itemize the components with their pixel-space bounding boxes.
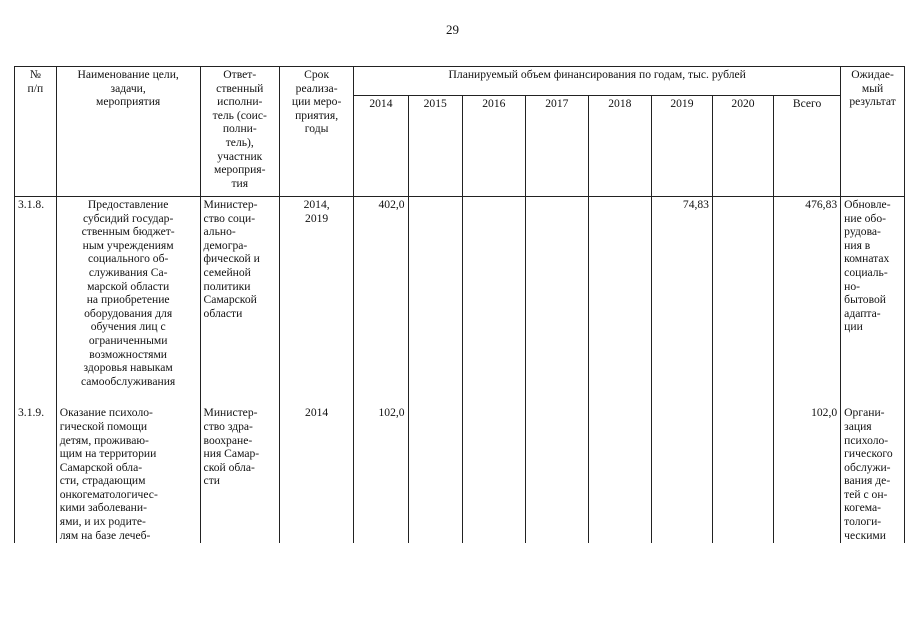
row-result: Органи- зация психоло- гического обслужи- вания де- тей с он- когема- тологи- ческими bbox=[841, 405, 905, 543]
row-value-2020 bbox=[712, 197, 773, 390]
row-value-2019: 74,83 bbox=[651, 197, 712, 390]
row-number: 3.1.8. bbox=[15, 197, 57, 390]
financing-plan-table bbox=[14, 66, 905, 543]
row-value-2018 bbox=[588, 197, 651, 390]
row-name: Предоставление субсидий государ- ственным бюджет- ным учреждениям социального об- служивания Са- марской области на приобретение оборудования для обучения лиц с ограниченными возможностями здоровья навыкам самообслуживания bbox=[56, 197, 200, 390]
row-value-total: 476,83 bbox=[774, 197, 841, 390]
table-row bbox=[15, 197, 905, 390]
row-term: 2014, 2019 bbox=[279, 197, 353, 390]
header-year-2014: 2014 bbox=[354, 96, 408, 197]
header-year-2015: 2015 bbox=[408, 96, 462, 197]
header-term: Срок реализа- ции меро- приятия, годы bbox=[279, 67, 353, 197]
row-executor: Министер- ство соци- ально- демогра- фической и семейной политики Самарской области bbox=[200, 197, 279, 390]
header-year-2018: 2018 bbox=[588, 96, 651, 197]
row-value-2014: 402,0 bbox=[354, 197, 408, 390]
row-executor: Министер- ство здра- воохране- ния Самар- ской обла- сти bbox=[200, 405, 279, 543]
row-name: Оказание психоло- гической помощи детям, проживаю- щим на территории Самарской обла- сти, страдающим онкогематологичес- кими заболевани- ями, и их родите- лям на базе лечеб- bbox=[56, 405, 200, 543]
row-value-2019 bbox=[651, 405, 712, 543]
header-number: № п/п bbox=[15, 67, 57, 197]
row-value-total: 102,0 bbox=[774, 405, 841, 543]
row-value-2015 bbox=[408, 197, 462, 390]
header-total: Всего bbox=[774, 96, 841, 197]
row-value-2015 bbox=[408, 405, 462, 543]
header-year-2017: 2017 bbox=[525, 96, 588, 197]
header-year-2016: 2016 bbox=[462, 96, 525, 197]
row-value-2014: 102,0 bbox=[354, 405, 408, 543]
row-value-2020 bbox=[712, 405, 773, 543]
row-value-2018 bbox=[588, 405, 651, 543]
header-result: Ожидае- мый результат bbox=[841, 67, 905, 197]
header-name: Наименование цели, задачи, мероприятия bbox=[56, 67, 200, 197]
row-value-2016 bbox=[462, 405, 525, 543]
header-financing: Планируемый объем финансирования по годам, тыс. рублей bbox=[354, 67, 841, 96]
row-number: 3.1.9. bbox=[15, 405, 57, 543]
header-executor: Ответ- ственный исполни- тель (соис- полни- тель), участник мероприя- тия bbox=[200, 67, 279, 197]
page-number: 29 bbox=[446, 22, 459, 37]
row-term: 2014 bbox=[279, 405, 353, 543]
row-value-2017 bbox=[525, 405, 588, 543]
table-row bbox=[15, 405, 905, 543]
row-result: Обновле- ние обо- рудова- ния в комнатах социаль- но- бытовой адапта- ции bbox=[841, 197, 905, 390]
row-value-2017 bbox=[525, 197, 588, 390]
header-year-2019: 2019 bbox=[651, 96, 712, 197]
header-year-2020: 2020 bbox=[712, 96, 773, 197]
row-value-2016 bbox=[462, 197, 525, 390]
